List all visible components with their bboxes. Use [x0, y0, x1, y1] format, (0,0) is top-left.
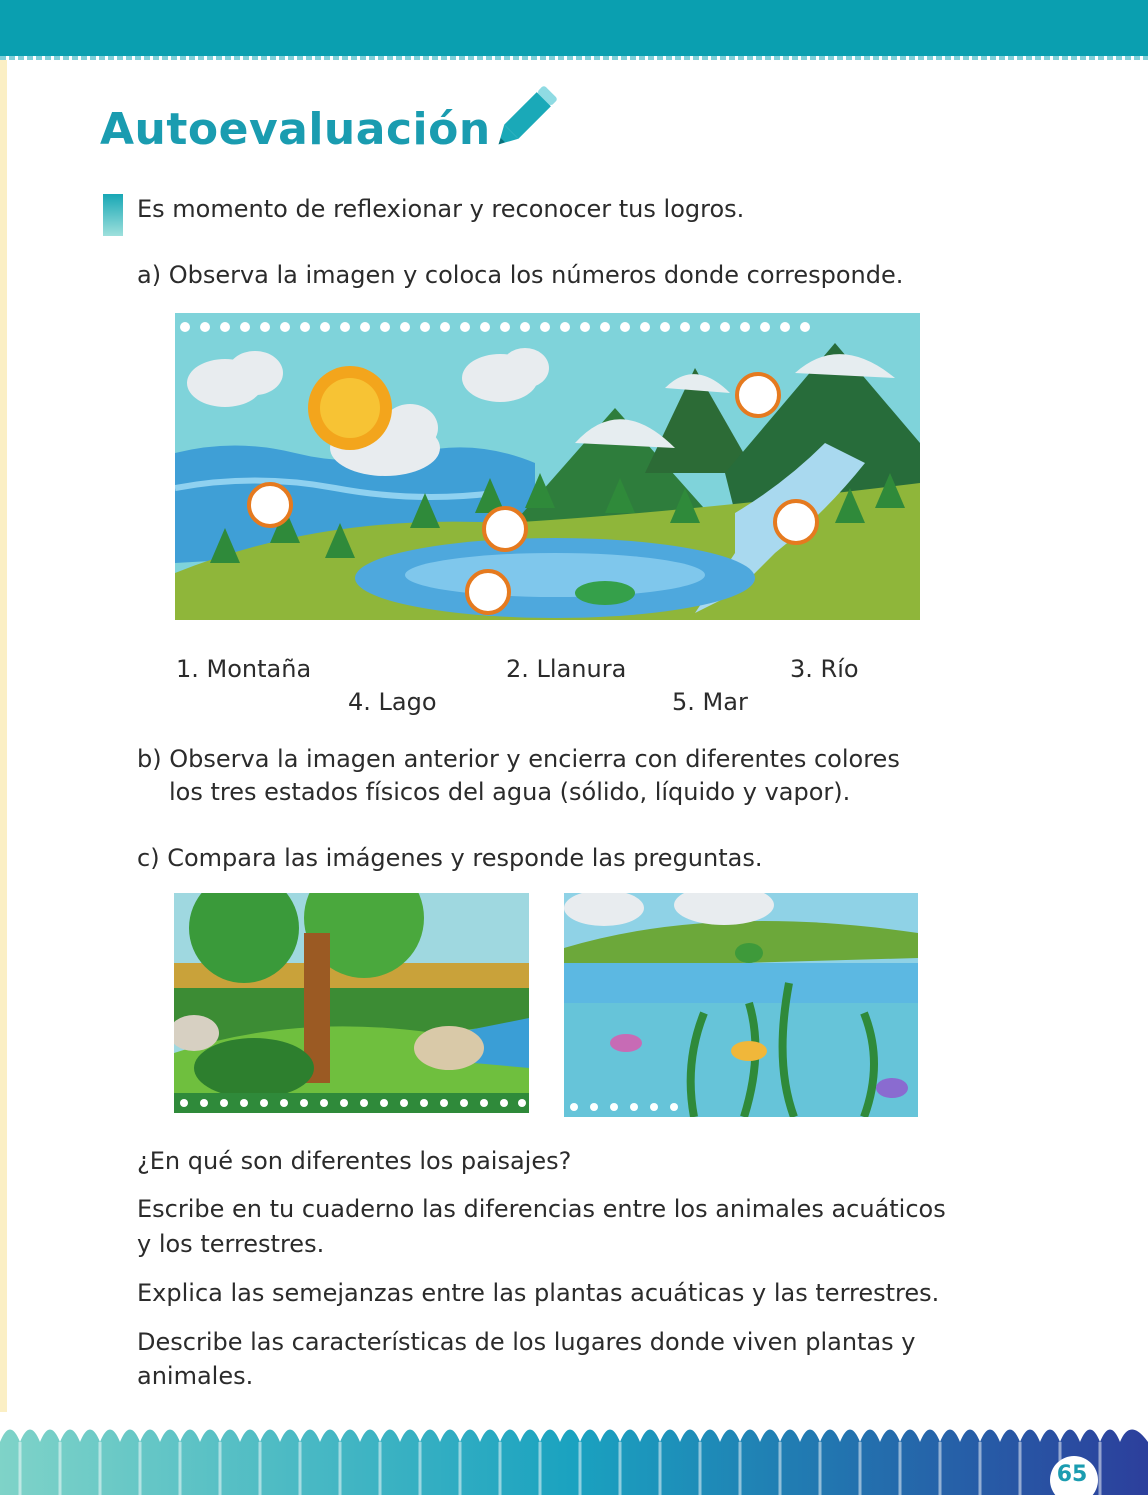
question-4-line2: animales.	[137, 1362, 254, 1390]
question-3: Explica las semejanzas entre las plantas acuáticas y las terrestres.	[137, 1279, 940, 1307]
top-band	[0, 0, 1148, 58]
label-lago: 4. Lago	[348, 688, 437, 716]
question-2-line1: Escribe en tu cuaderno las diferencias entre los animales acuáticos	[137, 1195, 946, 1223]
label-llanura: 2. Llanura	[506, 655, 627, 683]
instruction-b-line2: los tres estados físicos del agua (sólido, líquido y vapor).	[169, 778, 851, 806]
footer-fringe	[0, 1412, 1148, 1495]
instruction-b-line1: b) Observa la imagen anterior y encierra con diferentes colores	[137, 745, 900, 773]
question-2-line2: y los terrestres.	[137, 1230, 325, 1258]
intro-marker	[103, 194, 123, 236]
page-number: 65	[1056, 1462, 1088, 1487]
pencil-icon	[490, 74, 568, 154]
label-montana: 1. Montaña	[176, 655, 312, 683]
top-band-edge	[0, 56, 1148, 60]
label-mar: 5. Mar	[672, 688, 748, 716]
instruction-c: c) Compara las imágenes y responde las preguntas.	[137, 844, 763, 872]
left-margin-strip	[0, 60, 7, 1420]
terrestrial-landscape-illustration	[174, 893, 529, 1113]
instruction-a: a) Observa la imagen y coloca los números donde corresponde.	[137, 261, 904, 289]
label-rio: 3. Río	[790, 655, 859, 683]
question-4-line1: Describe las características de los lugares donde viven plantas y	[137, 1328, 916, 1356]
intro-text: Es momento de reflexionar y reconocer tus logros.	[137, 195, 745, 223]
landscape-illustration	[175, 313, 920, 620]
aquatic-landscape-illustration	[564, 893, 918, 1117]
page-title: Autoevaluación	[100, 104, 491, 155]
question-1: ¿En qué son diferentes los paisajes?	[137, 1147, 572, 1175]
